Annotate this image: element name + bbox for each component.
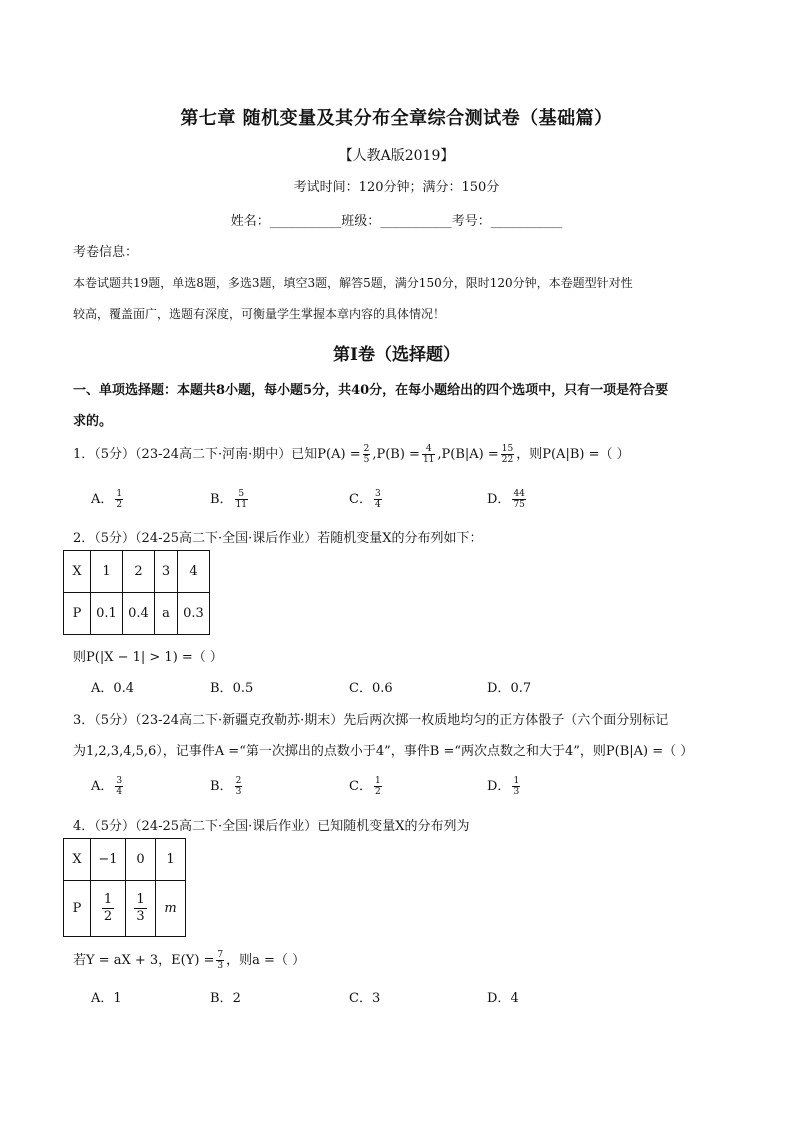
table-cell: 1 bbox=[156, 839, 186, 881]
q3-line2: 为1,2,3,4,5,6），记事件A =“第一次掷出的点数小于4”，事件B =“两次点数之和大于4”，则P(B|A) =（ ） bbox=[73, 744, 694, 759]
q4-option-c[interactable]: C．3 bbox=[349, 991, 381, 1006]
q3-line1: 3．（5分）（23-24高二下·新疆克孜勒苏·期末）先后两次掷一枚质地均匀的正方体骰子（六个面分别标记 bbox=[73, 713, 669, 728]
question-1 bbox=[73, 443, 630, 465]
section-title: 第I卷（选择题） bbox=[333, 345, 460, 365]
table-cell: $\frac{1}{3}$ bbox=[126, 881, 156, 937]
table-cell: 0.3 bbox=[178, 593, 210, 635]
q1-frac-pba: $\frac{15}{22}$ bbox=[501, 444, 514, 465]
section-instructions-line2: 求的。 bbox=[73, 414, 113, 429]
q1-option-c[interactable]: C． $\frac{3}{4}$ bbox=[349, 489, 381, 510]
exam-info-line1: 本卷试题共19题，单选8题，多选3题，填空3题，解答5题，满分150分，限时120分钟，本卷题型针对性 bbox=[73, 276, 633, 290]
q2-question: 则P(|X − 1| > 1) =（ ） bbox=[73, 650, 223, 665]
q1-frac-pb: $\frac{4}{11}$ bbox=[422, 444, 435, 465]
q1-option-b[interactable]: B． $\frac{5}{11}$ bbox=[210, 489, 248, 510]
table-cell: 1 bbox=[91, 551, 123, 593]
q2-option-d[interactable]: D．0.7 bbox=[487, 681, 532, 696]
table-cell: $\frac{1}{2}$ bbox=[91, 881, 126, 937]
q4-option-d[interactable]: D．4 bbox=[487, 991, 519, 1006]
table-cell: 4 bbox=[178, 551, 210, 593]
q1-pa: P(A) = bbox=[317, 447, 361, 462]
q1-suffix: ，则P(A|B) =（ ） bbox=[516, 447, 630, 462]
table-cell: P bbox=[64, 881, 91, 937]
q3-option-b[interactable]: B． $\frac{2}{3}$ bbox=[210, 776, 242, 797]
q1-option-d[interactable]: D． $\frac{44}{75}$ bbox=[487, 489, 525, 510]
q1-prefix: 1．（5分）（23-24高二下·河南·期中）已知 bbox=[73, 447, 318, 462]
q4-question: 若Y = aX + 3，E(Y) = $\frac{7}{3}$ ，则a =（ ） bbox=[73, 950, 306, 971]
table-cell: X bbox=[64, 551, 91, 593]
question-2: 2．（5分）（24-25高二下·全国·课后作业）若随机变量X的分布列如下： bbox=[73, 531, 483, 546]
q1-frac-pa: $\frac{2}{5}$ bbox=[363, 444, 370, 465]
time-info: 考试时间：120分钟；满分：150分 bbox=[293, 180, 500, 195]
table-cell: 0.1 bbox=[91, 593, 123, 635]
edition-label: 【人教A版2019】 bbox=[338, 148, 455, 164]
q4-distribution-table bbox=[63, 838, 186, 937]
q2-option-a[interactable]: A．0.4 bbox=[91, 681, 135, 696]
table-cell: 0.4 bbox=[123, 593, 155, 635]
section-instructions-line1: 一、单项选择题：本题共8小题，每小题5分，共40分，在每小题给出的四个选项中，只有一项是符合要 bbox=[73, 383, 669, 398]
q2-option-c[interactable]: C．0.6 bbox=[349, 681, 393, 696]
table-cell: a bbox=[155, 593, 178, 635]
q2-distribution-table bbox=[63, 550, 210, 635]
q2-option-b[interactable]: B．0.5 bbox=[210, 681, 254, 696]
table-cell: 0 bbox=[126, 839, 156, 881]
q1-option-a[interactable]: A． $\frac{1}{2}$ bbox=[91, 489, 123, 510]
q3-option-c[interactable]: C． $\frac{1}{2}$ bbox=[349, 776, 381, 797]
q1-pba: ,P(B|A) = bbox=[437, 447, 499, 462]
q3-option-a[interactable]: A． $\frac{3}{4}$ bbox=[91, 776, 123, 797]
q3-option-d[interactable]: D． $\frac{1}{3}$ bbox=[487, 776, 520, 797]
table-cell: −1 bbox=[91, 839, 126, 881]
student-info: 姓名：___________班级：___________考号：___________ bbox=[230, 214, 563, 229]
table-cell: m bbox=[156, 881, 186, 937]
table-cell: X bbox=[64, 839, 91, 881]
exam-info-line2: 较高，覆盖面广，选题有深度，可衡量学生掌握本章内容的具体情况！ bbox=[73, 307, 446, 321]
table-cell: P bbox=[64, 593, 91, 635]
table-cell: 2 bbox=[123, 551, 155, 593]
q4-option-b[interactable]: B．2 bbox=[210, 991, 241, 1006]
q4-option-a[interactable]: A．1 bbox=[91, 991, 122, 1006]
page-title: 第七章 随机变量及其分布全章综合测试卷（基础篇） bbox=[180, 108, 613, 129]
table-cell: 3 bbox=[155, 551, 178, 593]
question-4: 4．（5分）（24-25高二下·全国·课后作业）已知随机变量X的分布列为 bbox=[73, 819, 470, 834]
q1-pb: ,P(B) = bbox=[372, 447, 420, 462]
exam-info-label: 考卷信息： bbox=[73, 245, 139, 260]
